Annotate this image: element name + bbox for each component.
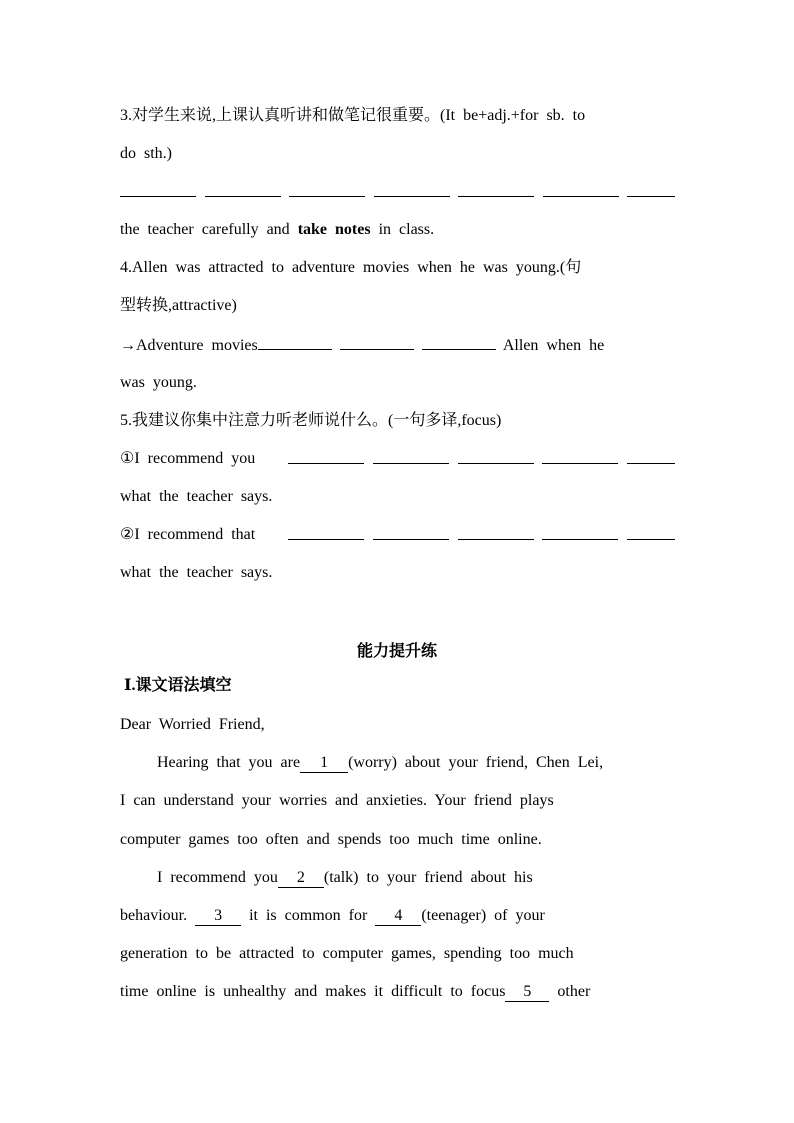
blank-3[interactable]: 3 — [195, 907, 241, 926]
letter-text: behaviour. — [120, 907, 188, 924]
section-title: 能力提升练 — [356, 643, 437, 660]
letter-p5-line1 — [120, 982, 675, 1002]
q3-line4-pre: the teacher carefully and — [120, 221, 298, 238]
answer-blank[interactable] — [373, 525, 449, 540]
letter-text: time online is unhealthy and makes it difficult to focus — [120, 983, 506, 1000]
answer-blank[interactable] — [627, 525, 675, 540]
answer-blank[interactable] — [542, 525, 618, 540]
q3-line4-post: in class. — [370, 221, 435, 238]
q5-a-blanks — [288, 449, 675, 464]
q4-line3-pre: →Adventure movies — [120, 337, 258, 354]
q3-line2: do sth.) — [120, 145, 172, 162]
blank-5[interactable]: 5 — [505, 983, 549, 1002]
letter-p1-line2: I can understand your worries and anxieties. Your friend plays — [120, 792, 554, 809]
letter-text: it is common for — [249, 907, 368, 924]
answer-blank[interactable] — [258, 335, 332, 350]
letter-text: (teenager) of your — [421, 907, 545, 924]
letter-p1-line3: computer games too often and spends too much time online. — [120, 831, 542, 848]
answer-blank[interactable] — [288, 525, 364, 540]
answer-blank[interactable] — [543, 182, 619, 197]
q4-line3 — [120, 335, 675, 356]
q3-line4-bold: take notes — [297, 221, 371, 238]
letter-p1-line1 — [120, 753, 712, 773]
q3-line1: 3.对学生来说,上课认真听讲和做笔记很重要。(It be+adj.+for sb. to — [120, 107, 586, 124]
letter-p2-line1 — [120, 868, 712, 888]
q4-line3-post: Allen when he — [502, 337, 605, 354]
blank-4[interactable]: 4 — [375, 907, 421, 926]
q3-answer-blanks — [120, 182, 675, 197]
answer-blank[interactable] — [373, 449, 449, 464]
q5-b-blanks — [288, 525, 675, 540]
q5-b-pre: ②I recommend that — [120, 526, 256, 543]
answer-blank[interactable] — [374, 182, 450, 197]
answer-blank[interactable] — [120, 182, 196, 197]
q5-b-line2: what the teacher says. — [120, 564, 273, 581]
q4-line2: 型转换,attractive) — [120, 297, 237, 314]
answer-blank[interactable] — [422, 335, 496, 350]
letter-text: I recommend you — [157, 869, 278, 886]
q4-line1: 4.Allen was attracted to adventure movies when he was young.(句 — [120, 259, 582, 276]
letter-text: other — [557, 983, 591, 1000]
answer-blank[interactable] — [288, 449, 364, 464]
letter-p3-line1 — [120, 906, 675, 926]
part1-title: Ⅰ.课文语法填空 — [124, 677, 232, 694]
answer-blank[interactable] — [458, 449, 534, 464]
answer-blank[interactable] — [627, 182, 675, 197]
letter-p4: generation to be attracted to computer games, spending too much — [120, 945, 574, 962]
answer-blank[interactable] — [458, 182, 534, 197]
letter-text: (talk) to your friend about his — [323, 869, 533, 886]
answer-blank[interactable] — [289, 182, 365, 197]
answer-blank[interactable] — [340, 335, 414, 350]
q5-line1: 5.我建议你集中注意力听老师说什么。(一句多译,focus) — [120, 412, 502, 429]
q5-a-pre: ①I recommend you — [120, 450, 256, 467]
q4-line4: was young. — [120, 374, 197, 391]
letter-text: (worry) about your friend, Chen Lei, — [348, 754, 604, 771]
blank-2[interactable]: 2 — [278, 869, 324, 888]
q5-a-line2: what the teacher says. — [120, 488, 273, 505]
answer-blank[interactable] — [205, 182, 281, 197]
q5-option-a — [120, 449, 675, 469]
letter-greeting: Dear Worried Friend, — [120, 716, 265, 733]
answer-blank[interactable] — [627, 449, 675, 464]
answer-blank[interactable] — [542, 449, 618, 464]
blank-1[interactable]: 1 — [300, 754, 348, 773]
letter-text: Hearing that you are — [157, 754, 301, 771]
answer-blank[interactable] — [458, 525, 534, 540]
q5-option-b — [120, 525, 675, 545]
q3-line4 — [120, 220, 675, 240]
